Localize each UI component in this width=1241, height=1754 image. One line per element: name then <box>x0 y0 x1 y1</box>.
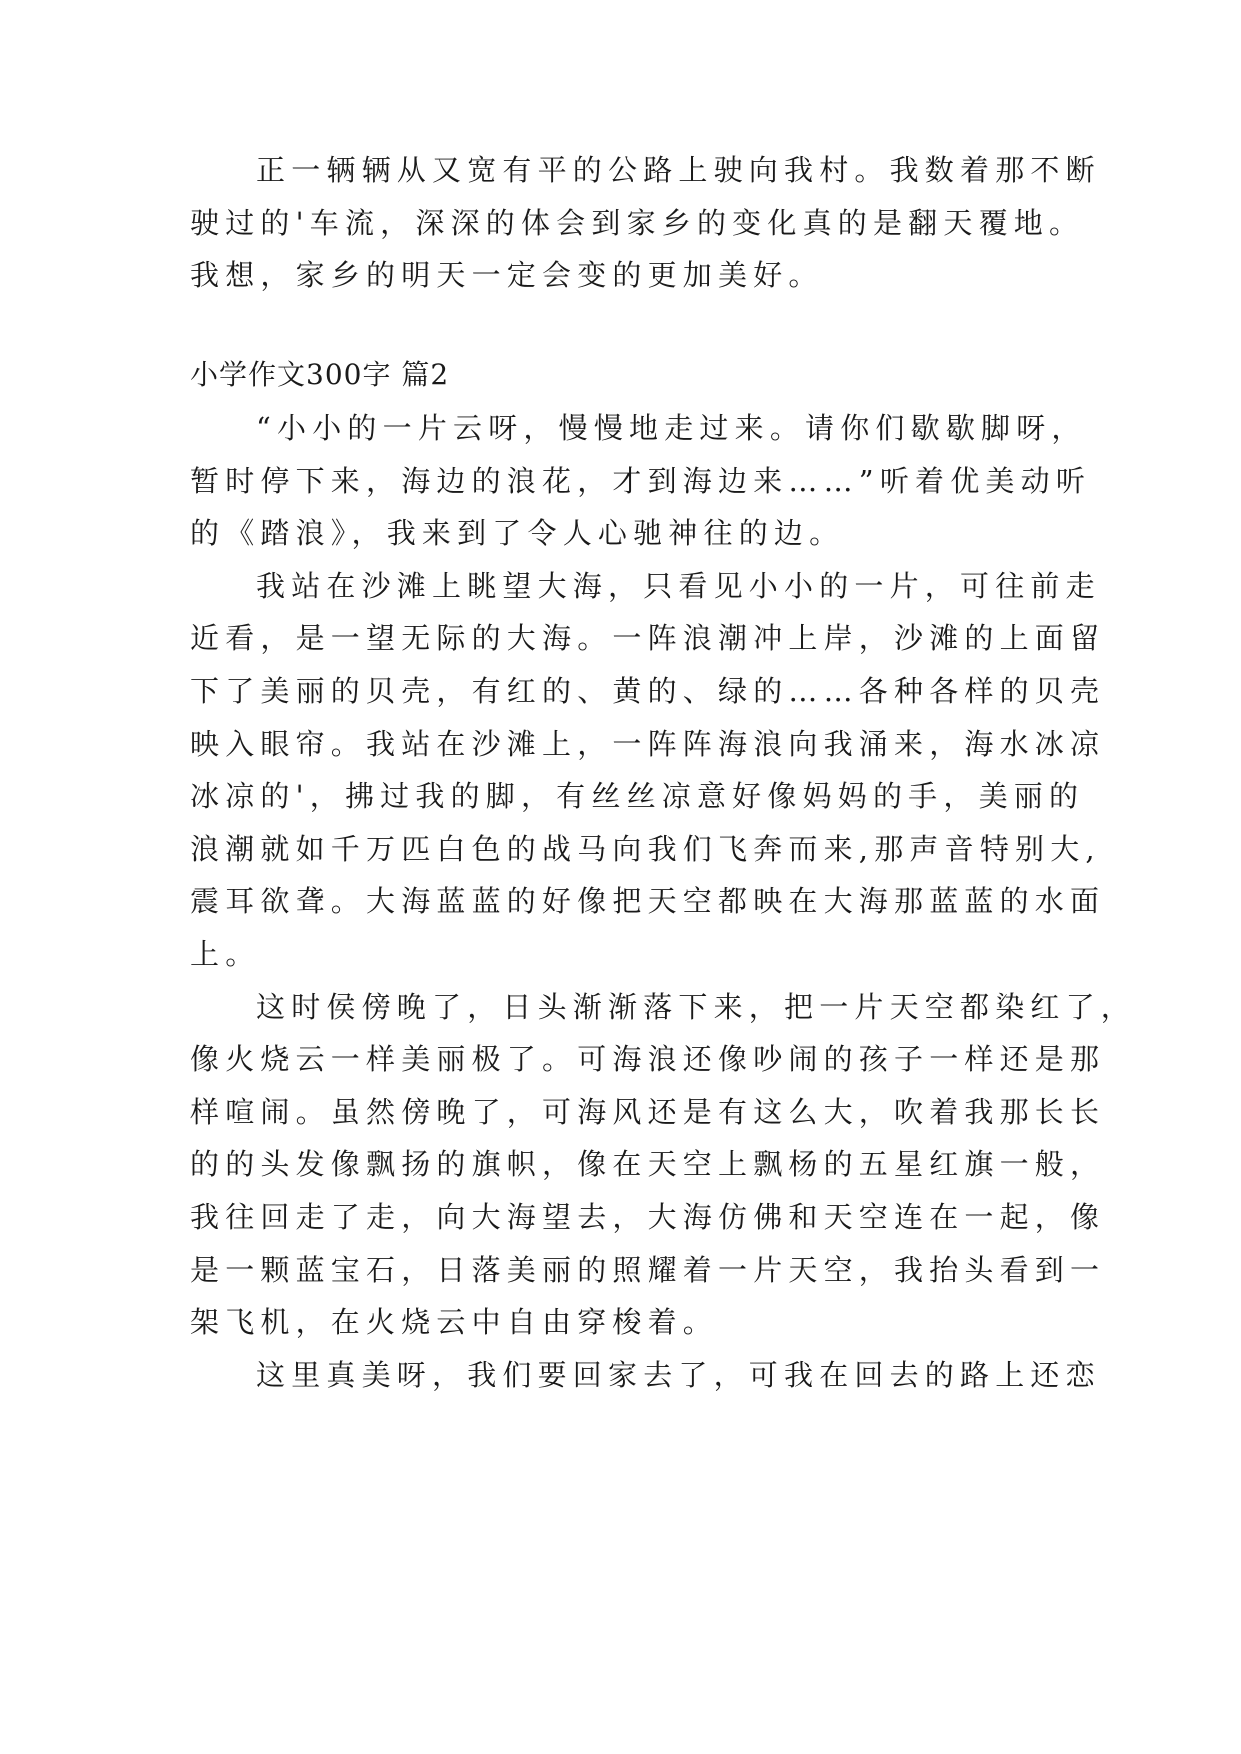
text-line: 暂时停下来，海边的浪花，才到海边来……”听着优美动听 <box>190 464 1092 498</box>
text-line: 这时侯傍晚了，日头渐渐落下来，把一片天空都染红了， <box>256 990 1137 1024</box>
text-line: “小小的一片云呀，慢慢地走过来。请你们歇歇脚呀， <box>256 411 1087 445</box>
text-line: 这里真美呀，我们要回家去了，可我在回去的路上还恋 <box>256 1358 1101 1392</box>
text-line: 像火烧云一样美丽极了。可海浪还像吵闹的孩子一样还是那 <box>190 1042 1106 1076</box>
section-heading: 小学作文300字 篇2 <box>190 358 450 391</box>
text-line: 我站在沙滩上眺望大海，只看见小小的一片，可往前走 <box>256 569 1101 603</box>
text-line: 下了美丽的贝壳，有红的、黄的、绿的……各种各样的贝壳 <box>190 674 1106 708</box>
text-line: 是一颗蓝宝石，日落美丽的照耀着一片天空，我抬头看到一 <box>190 1253 1106 1287</box>
text-line: 驶过的'车流，深深的体会到家乡的变化真的是翻天覆地。 <box>190 206 1085 240</box>
text-line: 的的头发像飘扬的旗帜，像在天空上飘杨的五星红旗一般， <box>190 1147 1106 1181</box>
text-line: 浪潮就如千万匹白色的战马向我们飞奔而来,那声音特别大, <box>190 832 1101 866</box>
text-line: 我想，家乡的明天一定会变的更加美好。 <box>190 258 824 292</box>
text-line: 近看，是一望无际的大海。一阵浪潮冲上岸，沙滩的上面留 <box>190 621 1106 655</box>
text-line: 冰凉的'，拂过我的脚，有丝丝凉意好像妈妈的手，美丽的 <box>190 779 1085 813</box>
text-line: 的《踏浪》，我来到了令人心驰神往的边。 <box>190 516 845 550</box>
text-line: 映入眼帘。我站在沙滩上，一阵阵海浪向我涌来，海水冰凉 <box>190 727 1106 761</box>
text-line: 架飞机，在火烧云中自由穿梭着。 <box>190 1305 719 1339</box>
text-line: 我往回走了走，向大海望去，大海仿佛和天空连在一起，像 <box>190 1200 1106 1234</box>
text-line: 样喧闹。虽然傍晚了，可海风还是有这么大，吹着我那长长 <box>190 1095 1106 1129</box>
text-line: 正一辆辆从又宽有平的公路上驶向我村。我数着那不断 <box>256 153 1101 187</box>
text-line: 震耳欲聋。大海蓝蓝的好像把天空都映在大海那蓝蓝的水面 <box>190 884 1106 918</box>
text-line: 上。 <box>190 937 261 971</box>
